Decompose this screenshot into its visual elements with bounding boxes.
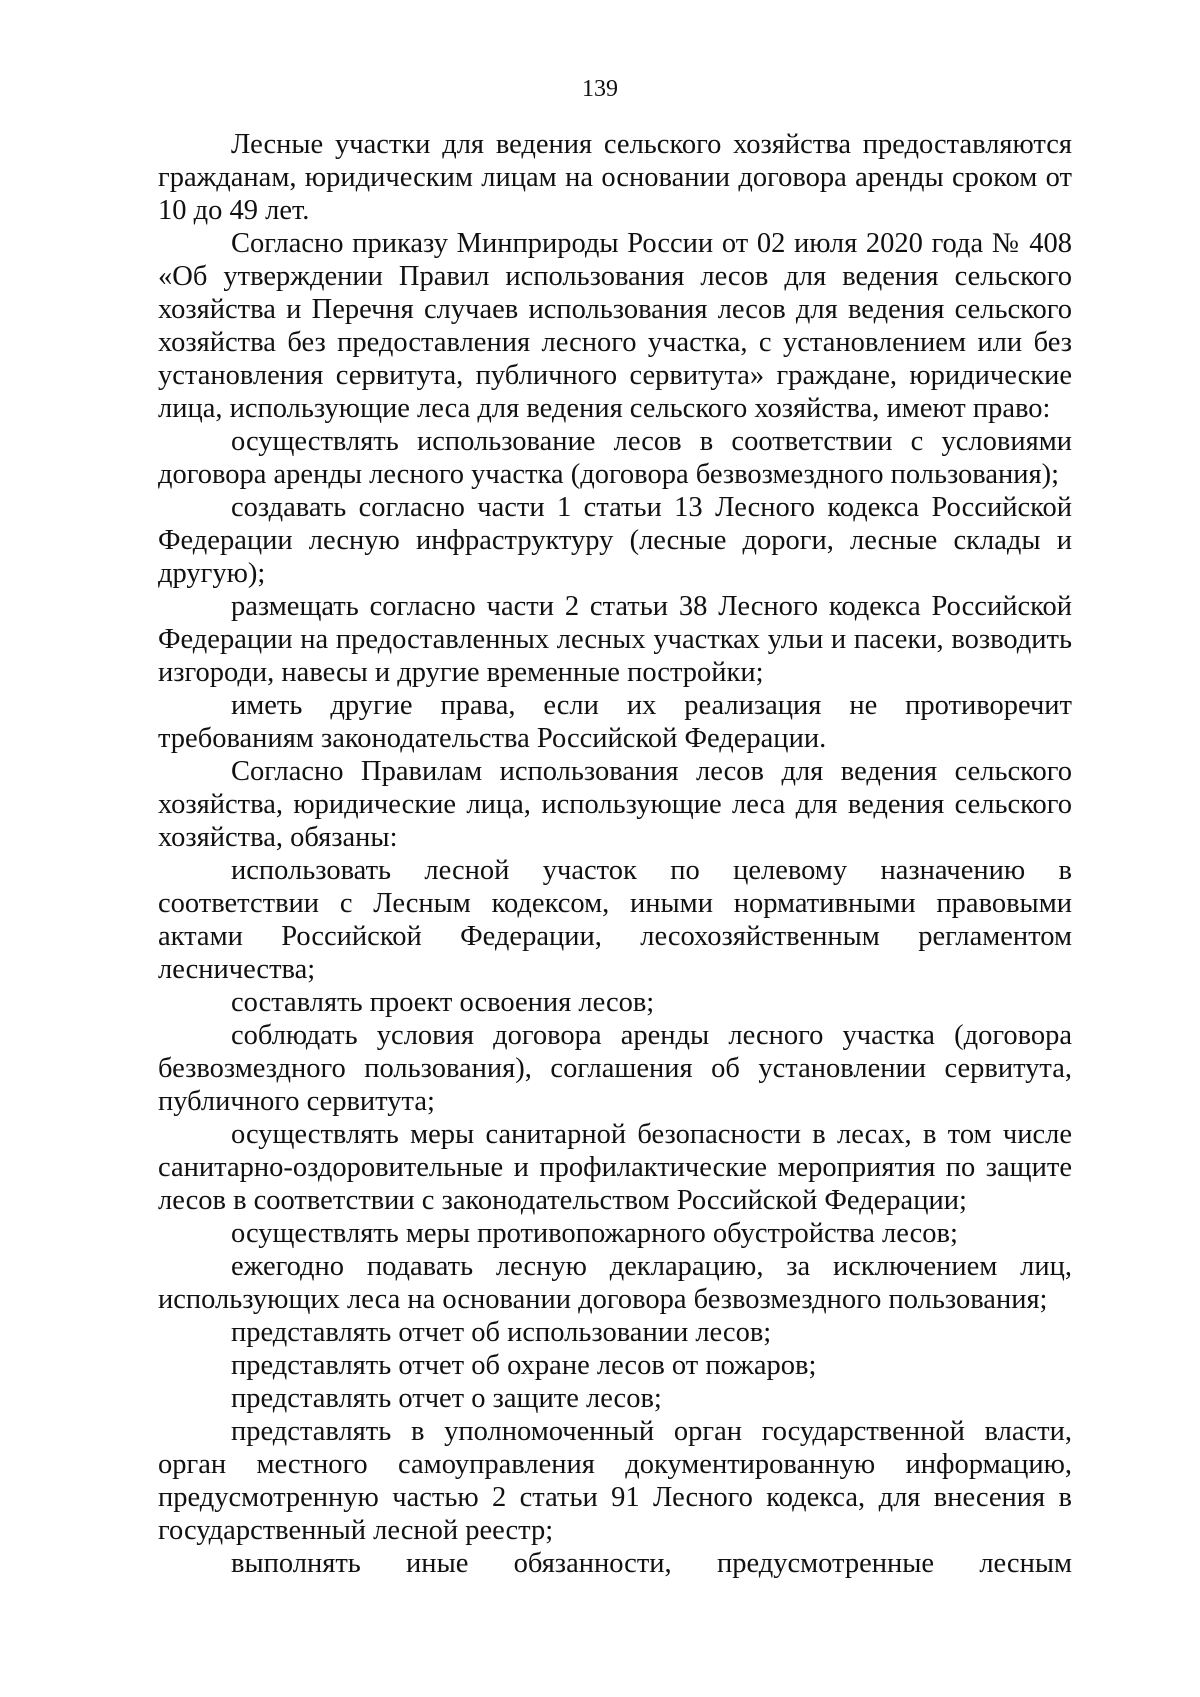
page-number: 139 [582, 76, 618, 102]
paragraph-right-use-forests: осуществлять использование лесов в соответствии с условиями договора аренды лесного участка (договора безвозмездного пользования); [158, 426, 1072, 490]
paragraph-lease-term: Лесные участки для ведения сельского хозяйства предоставляются гражданам, юридическим лицам на основании договора аренды сроком от 10 до 49 лет. [158, 129, 1072, 226]
paragraph-duty-declaration: ежегодно подавать лесную декларацию, за исключением лиц, использующих леса на основании договора безвозмездного пользования; [158, 1251, 1072, 1315]
paragraph-duty-contract-terms: соблюдать условия договора аренды лесного участка (договора безвозмездного пользования), соглашения об установлении сервитута, публичного сервитута; [158, 1020, 1072, 1117]
paragraph-duty-registry-info: представлять в уполномоченный орган государственной власти, орган местного самоуправления документированную информацию, предусмотренную частью 2 статьи 91 Лесного кодекса, для внесения в государственный лесной реестр; [158, 1416, 1072, 1546]
paragraph-rules-obligations: Согласно Правилам использования лесов для ведения сельского хозяйства, юридические лица, использующие леса для ведения сельского хозяйства, обязаны: [158, 756, 1072, 853]
paragraph-right-other: иметь другие права, если их реализация не противоречит требованиям законодательства Российской Федерации. [158, 690, 1072, 754]
paragraph-right-apiaries: размещать согласно части 2 статьи 38 Лесного кодекса Российской Федерации на предоставленных лесных участках ульи и пасеки, возводить изгороди, навесы и другие временные постройки; [158, 591, 1072, 688]
paragraph-duty-intended-use: использовать лесной участок по целевому назначению в соответствии с Лесным кодексом, иными нормативными правовыми актами Российской Федерации, лесохозяйственным регламентом лесничества; [158, 855, 1072, 985]
paragraph-duty-usage-report: представлять отчет об использовании лесов; [231, 1317, 772, 1348]
document-body [158, 128, 1072, 1580]
paragraph-duty-fire-prevention: осуществлять меры противопожарного обустройства лесов; [231, 1218, 958, 1249]
paragraph-duty-protection-report: представлять отчет о защите лесов; [231, 1383, 662, 1414]
paragraph-right-infrastructure: создавать согласно части 1 статьи 13 Лесного кодекса Российской Федерации лесную инфраструктуру (лесные дороги, лесные склады и другую); [158, 492, 1072, 589]
paragraph-order-408: Согласно приказу Минприроды России от 02 июля 2020 года № 408 «Об утверждении Правил использования лесов для ведения сельского хозяйства и Перечня случаев использования лесов для ведения сельского хозяйства без предоставления лесного участка, с установлением или без установления сервитута, публичного сервитута» граждане, юридические лица, использующие леса для ведения сельского хозяйства, имеют право: [158, 228, 1072, 424]
paragraph-duty-sanitary: осуществлять меры санитарной безопасности в лесах, в том числе санитарно-оздоровительные и профилактические мероприятия по защите лесов в соответствии с законодательством Российской Федерации; [158, 1119, 1072, 1216]
paragraph-duty-other: выполнять иные обязанности, предусмотренные лесным [231, 1548, 1072, 1579]
paragraph-duty-development-project: составлять проект освоения лесов; [231, 987, 655, 1018]
paragraph-duty-fire-report: представлять отчет об охране лесов от пожаров; [231, 1350, 817, 1381]
